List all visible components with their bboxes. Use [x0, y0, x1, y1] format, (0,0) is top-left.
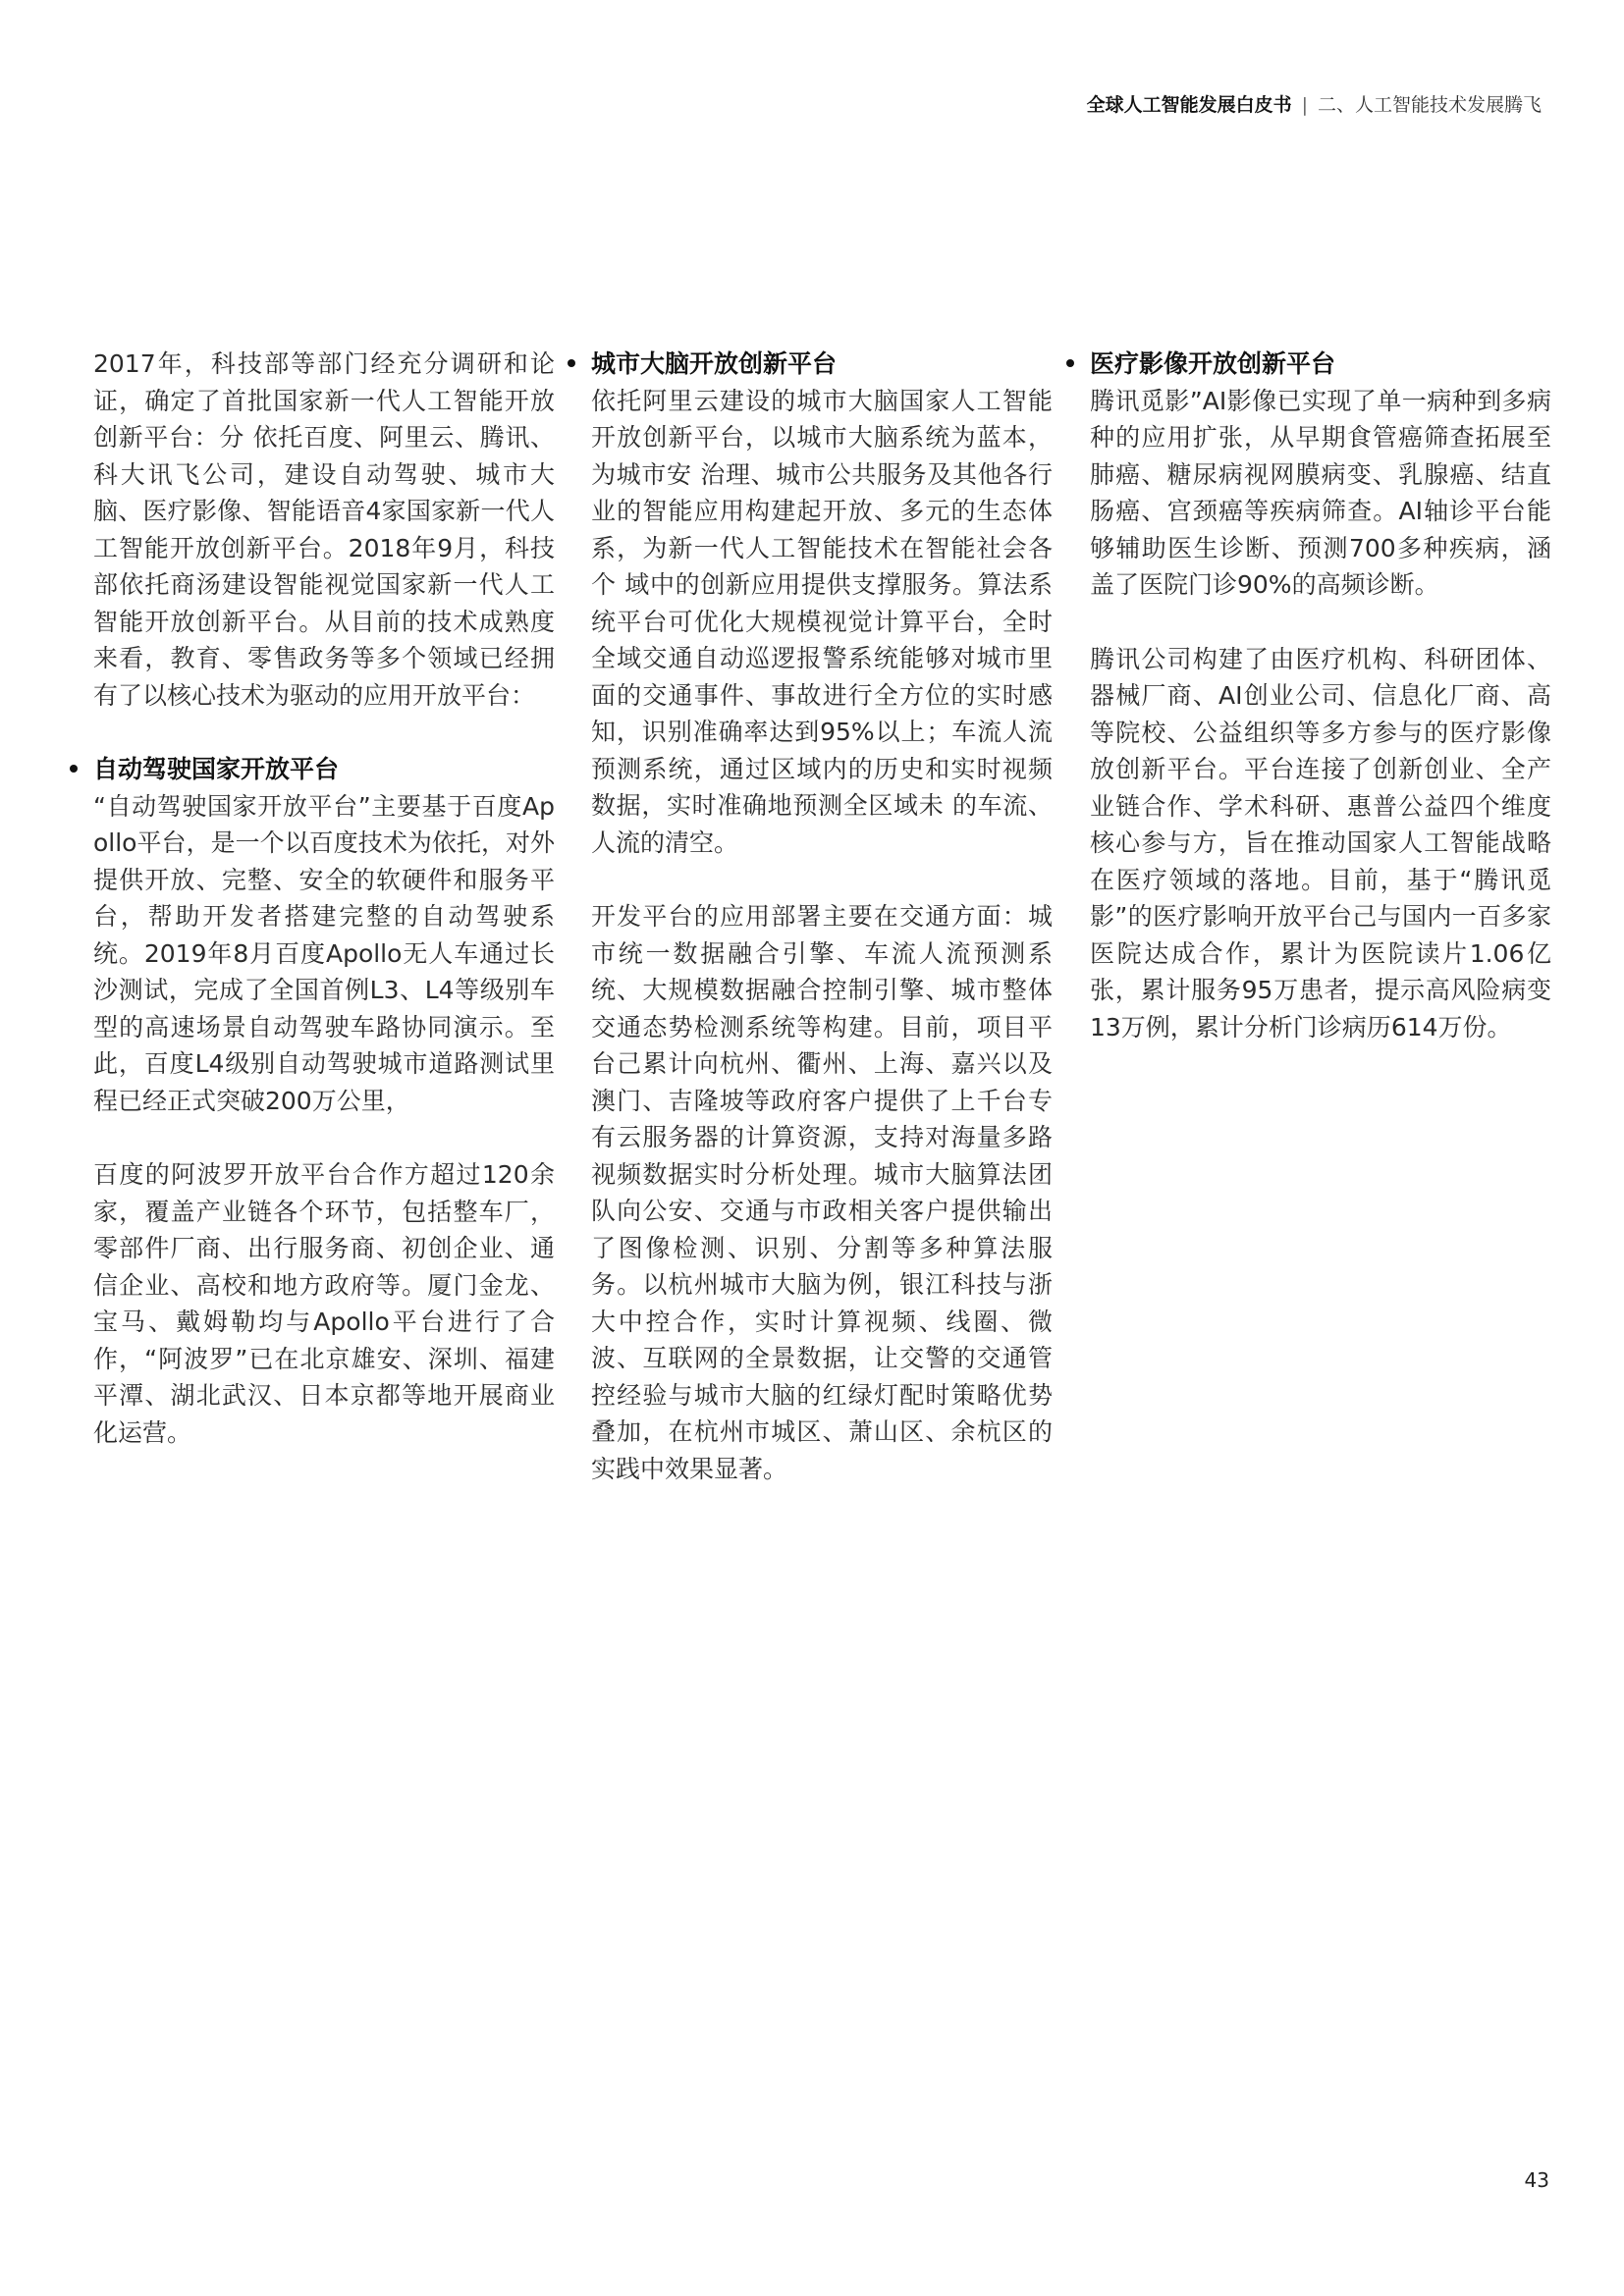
body-paragraph: 百度的阿波罗开放平台合作方超过120余家，覆盖产业链各个环节，包括整车厂，零部件厂商、出行服务商、初创企业、通信企业、高校和地方政府等。厦门金龙、宝马、戴姆勒均与Apollo平台进行了合作，“阿波罗”已在北京雄安、深圳、福建平潭、湖北武汉、日本京都等地开展商业化运营。: [93, 1160, 555, 1447]
column-right: [1090, 346, 1551, 1083]
section-body: [93, 788, 555, 1452]
body-paragraph: 腾讯觅影”AI影像已实现了单一病种到多病种的应用扩张，从早期食管癌筛查拓展至肺癌、糖尿病视网膜病变、乳腺癌、结直肠癌、宫颈癌等疾病筛查。AI轴诊平台能够辅助医生诊断、预测700多种疾病，涵盖了医院门诊90%的高频诊断。: [1090, 386, 1551, 599]
section-medical-imaging: [1090, 346, 1551, 1045]
bullet-icon: [568, 359, 575, 367]
page-number: 43: [1524, 2168, 1549, 2192]
section-heading-text: 自动驾驶国家开放平台: [93, 755, 340, 783]
body-paragraph: 开发平台的应用部署主要在交通方面：城市统一数据融合引擎、车流人流预测系统、大规模数据融合控制引擎、城市整体交通态势检测系统等构建。目前，项目平台己累计向杭州、衢州、上海、嘉兴以及澳门、吉隆坡等政府客户提供了上千台专有云服务器的计算资源，支持对海量多路视频数据实时分析处理。城市大脑算法团队向公安、交通与市政相关客户提供输出了图像检测、识别、分割等多种算法服务。以杭州城市大脑为例，银江科技与浙大中控合作，实时计算视频、线圈、微波、互联网的全景数据，让交警的交通管控经验与城市大脑的红绿灯配时策略优势叠加，在杭州市城区、萧山区、余杭区的实践中效果显著。: [591, 902, 1053, 1483]
section-heading-text: 城市大脑开放创新平台: [591, 349, 838, 378]
intro-paragraph: 2017年，科技部等部门经充分调研和论证，确定了首批国家新一代人工智能开放创新平台：分 依托百度、阿里云、腾讯、科大讯飞公司，建设自动驾驶、城市大脑、医疗影像、智能语音4家国家新一代人工智能开放创新平台。2018年9月，科技部依托商汤建设智能视觉国家新一代人工智能开放创新平台。从目前的技术成熟度来看，教育、零售政务等多个领域已经拥有了以核心技术为驱动的应用开放平台：: [93, 349, 555, 710]
chapter-title: 二、人工智能技术发展腾飞: [1317, 94, 1542, 116]
section-heading: [566, 346, 1053, 383]
section-body: [591, 383, 1053, 1488]
column-left: [93, 346, 555, 1488]
body-paragraph: 依托阿里云建设的城市大脑国家人工智能开放创新平台，以城市大脑系统为蓝本，为城市安 治理、城市公共服务及其他各行业的智能应用构建起开放、多元的生态体系，为新一代人工智能技术在智能社会各个 域中的创新应用提供支撑服务。算法系统平台可优化大规模视觉计算平台，全时全域交通自动巡逻报警系统能够对城市里面的交通事件、事故进行全方位的实时感知，识别准确率达到95%以上；车流人流预测系统，通过区域内的历史和实时视频数据，实时准确地预测全区域未 的车流、人流的清空。: [591, 386, 1053, 857]
body-paragraph: 腾讯公司构建了由医疗机构、科研团体、器械厂商、AI创业公司、信息化厂商、高等院校、公益组织等多方参与的医疗影像 放创新平台。平台连接了创新创业、全产业链合作、学术科研、惠普公益四个维度核心参与方，旨在推动国家人工智能战略在医疗领域的落地。目前，基于“腾讯觅影”的医疗影响开放平台己与国内一百多家医院达成合作，累计为医院读片1.06亿张，累计服务95万患者，提示高风险病变13万例，累计分析门诊病历614万份。: [1090, 644, 1551, 1041]
column-middle: [591, 346, 1053, 1524]
section-heading: [68, 751, 555, 788]
header-separator: |: [1301, 94, 1308, 116]
report-title: 全球人工智能发展白皮书: [1086, 94, 1292, 116]
bullet-icon: [1066, 359, 1074, 367]
section-heading: [1064, 346, 1551, 383]
page-header: [1087, 90, 1542, 117]
section-autonomous-driving: [93, 751, 555, 1451]
section-heading-text: 医疗影像开放创新平台: [1090, 349, 1336, 378]
bullet-icon: [70, 765, 78, 773]
body-paragraph: “自动驾驶国家开放平台”主要基于百度Apollo平台，是一个以百度技术为依托，对外提供开放、完整、安全的软硬件和服务平台，帮助开发者搭建完整的自动驾驶系统。2019年8月百度Apollo无人车通过长沙测试，完成了全国首例L3、L4等级别车型的高速场景自动驾驶车路协同演示。至此，百度L4级别自动驾驶城市道路测试里程已经正式突破200万公里，: [93, 791, 555, 1115]
section-body: [1090, 383, 1551, 1046]
section-city-brain: [591, 346, 1053, 1487]
